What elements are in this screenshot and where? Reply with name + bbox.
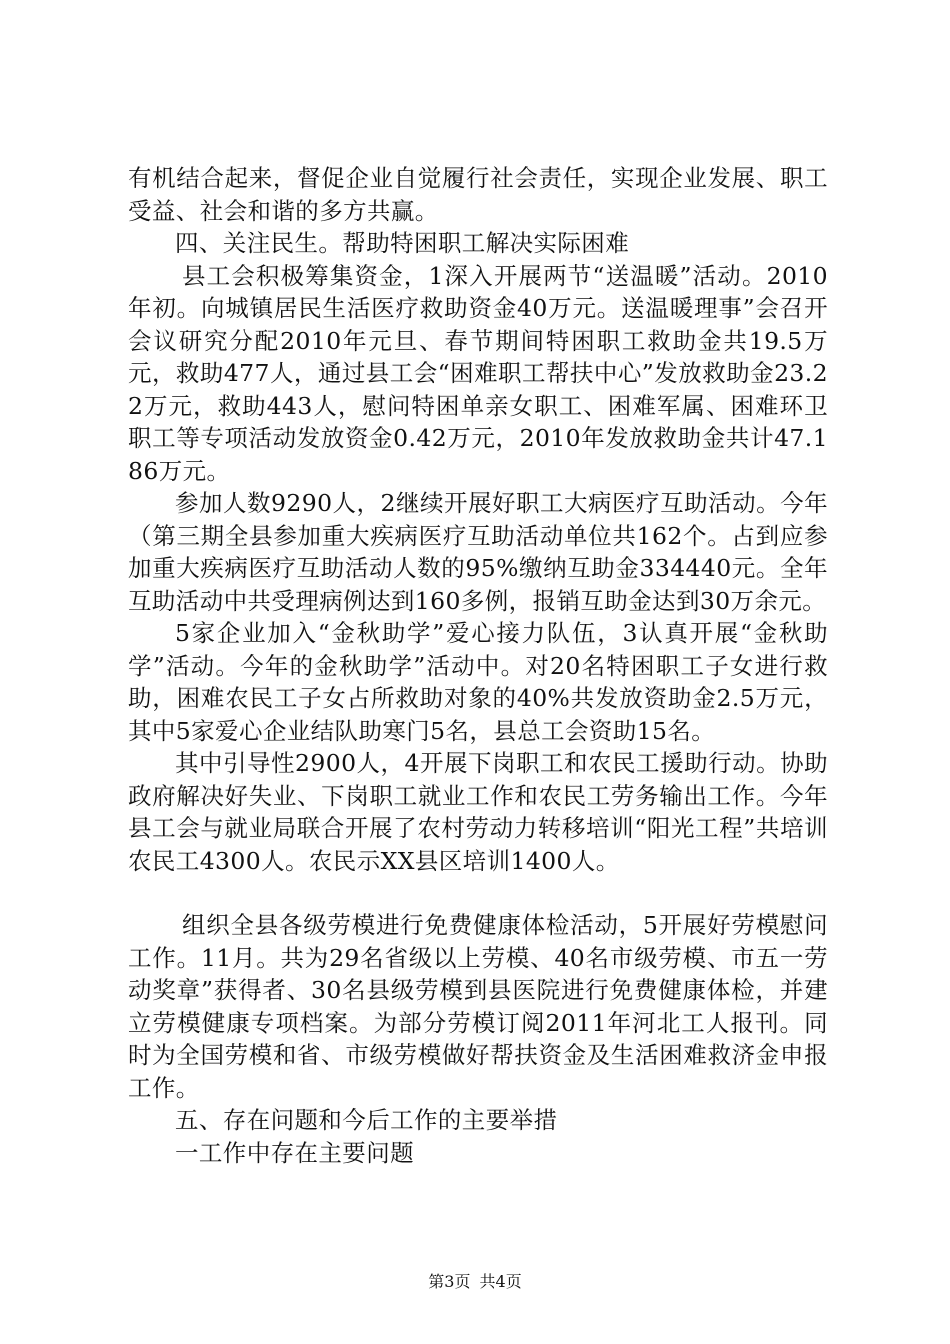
body-paragraph: 5家企业加入“金秋助学”爱心接力队伍，3认真开展“金秋助学”活动。今年的金秋助学”活动中。对20名特困职工子女进行救助，困难农民工子女占所救助对象的40%共发放资助金2.5万元，其中5家爱心企业结队助寒门5名，县总工会资助15名。 bbox=[128, 619, 828, 745]
document-body bbox=[128, 162, 828, 1169]
section-heading: 四、关注民生。帮助特困职工解决实际困难 bbox=[175, 229, 630, 257]
page-number: 第3页 bbox=[428, 1272, 471, 1291]
body-paragraph: 县工会积极筹集资金，1深入开展两节“送温暖”活动。2010年初。向城镇居民生活医疗救助资金40万元。送温暖理事”会召开会议研究分配2010年元旦、春节期间特困职工救助金共19.5万元，救助477人，通过县工会“困难职工帮扶中心”发放救助金23.22万元，救助443人，慰问特困单亲女职工、困难军属、困难环卫职工等专项活动发放资金0.42万元，2010年发放救助金共计47.186万元。 bbox=[128, 261, 828, 485]
paragraph-gap bbox=[128, 877, 828, 909]
page-footer bbox=[0, 1272, 950, 1292]
body-paragraph: 参加人数9290人，2继续开展好职工大病医疗互助活动。今年（第三期全县参加重大疾病医疗互助活动单位共162个。占到应参加重大疾病医疗互助活动人数的95%缴纳互助金334440元。全年互助活动中共受理病例达到160多例，报销互助金达到30万余元。 bbox=[128, 489, 828, 615]
body-paragraph: 有机结合起来，督促企业自觉履行社会责任，实现企业发展、职工受益、社会和谐的多方共赢。 bbox=[128, 164, 828, 225]
subsection-heading: 一工作中存在主要问题 bbox=[175, 1138, 414, 1167]
body-paragraph: 组织全县各级劳模进行免费健康体检活动，5开展好劳模慰问工作。11月。共为29名省级以上劳模、40名市级劳模、市五一劳动奖章”获得者、30名县级劳模到县医院进行免费健康体检，并建立劳模健康专项档案。为部分劳模订阅2011年河北工人报刊。同时为全国劳模和省、市级劳模做好帮扶资金及生活困难救济金申报工作。 bbox=[128, 911, 828, 1102]
section-heading: 五、存在问题和今后工作的主要举措 bbox=[175, 1106, 558, 1134]
page-total: 共4页 bbox=[479, 1272, 522, 1291]
body-paragraph: 其中引导性2900人，4开展下岗职工和农民工援助行动。协助政府解决好失业、下岗职工就业工作和农民工劳务输出工作。今年县工会与就业局联合开展了农村劳动力转移培训“阳光工程”共培训农民工4300人。农民示XX县区培训1400人。 bbox=[128, 749, 828, 875]
